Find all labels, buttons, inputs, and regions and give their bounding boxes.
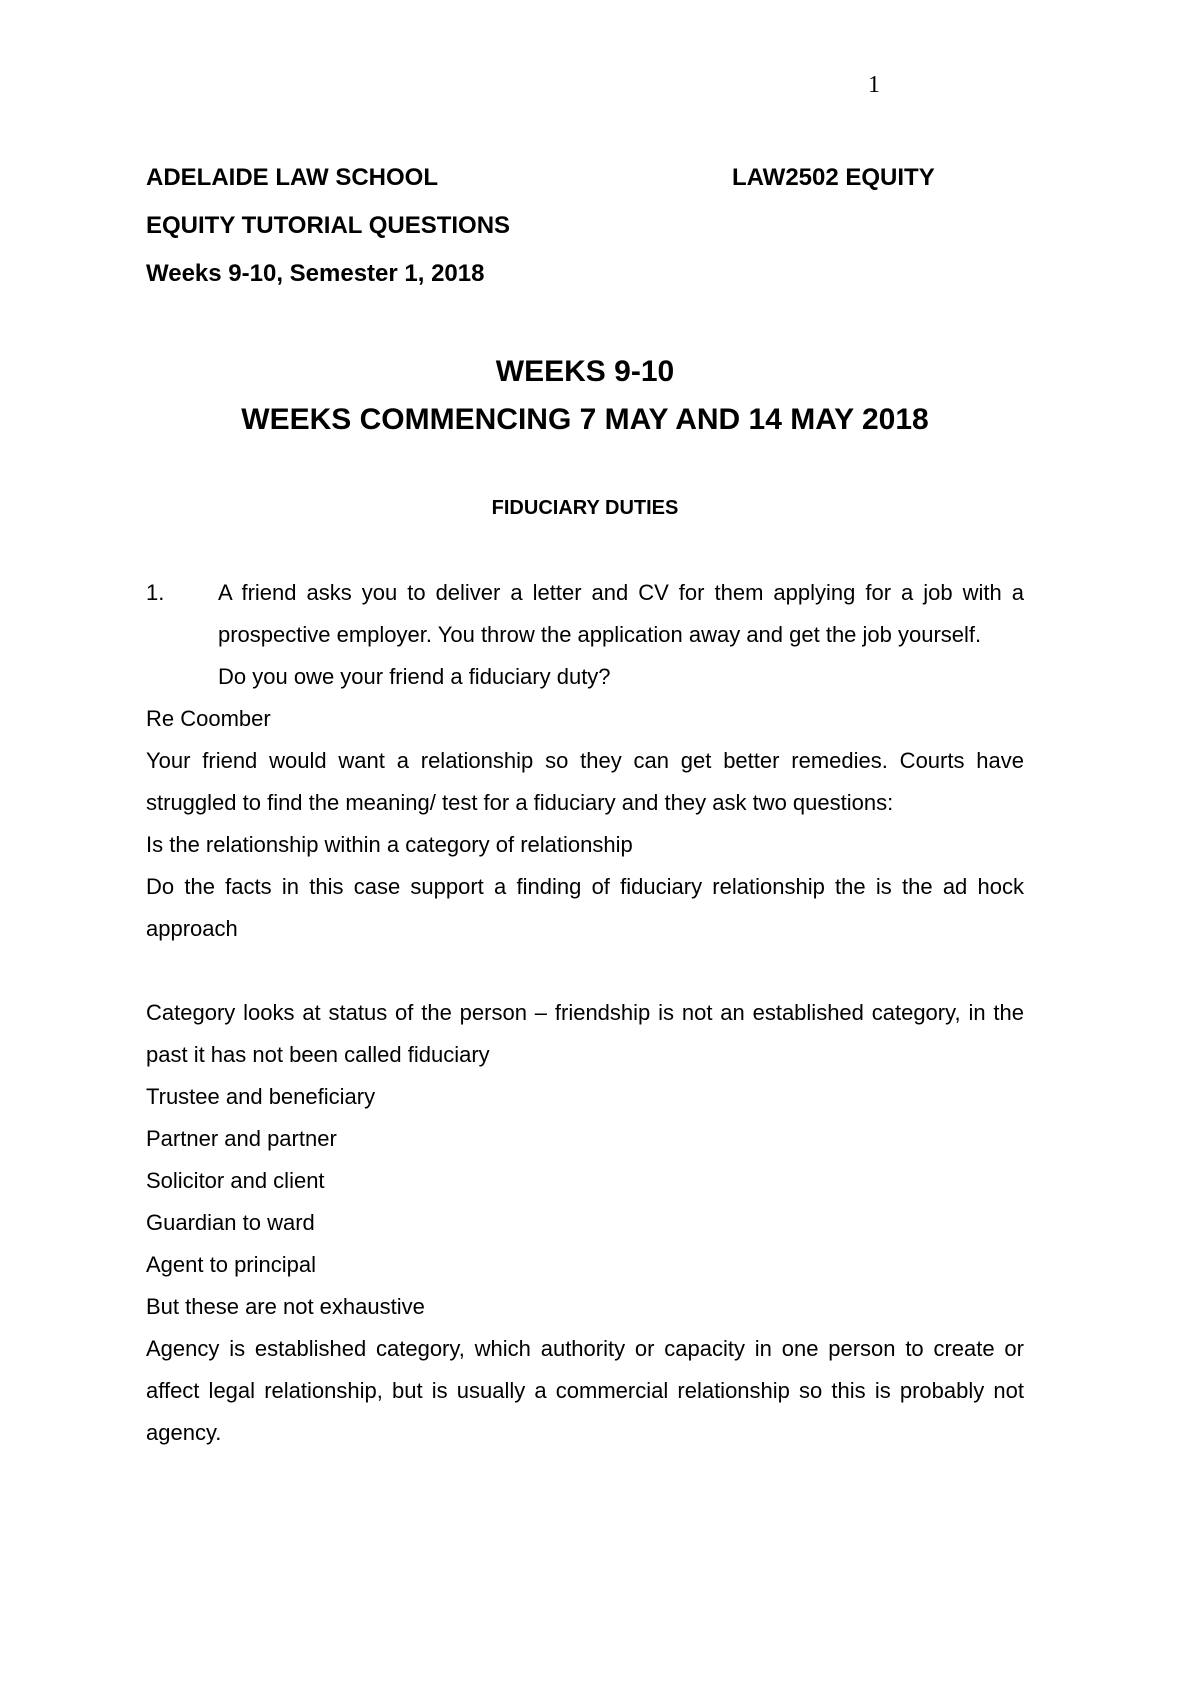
document-body [146, 572, 1024, 1454]
category-item: Guardian to ward [146, 1210, 315, 1235]
school-name: ADELAIDE LAW SCHOOL [146, 164, 438, 191]
category-item: Agent to principal [146, 1252, 316, 1277]
header-subtitle: EQUITY TUTORIAL QUESTIONS [146, 212, 511, 239]
section-heading: FIDUCIARY DUTIES [491, 497, 679, 519]
question-text: A friend asks you to deliver a letter and CV for them applying for a job with a prospective employer. You throw the application away and get the job yourself. [218, 580, 1024, 647]
question-number: 1. [146, 580, 165, 605]
answer-paragraph: Agency is established category, which authority or capacity in one person to create or affect legal relationship, but is usually a commercial relationship so this is probably not agency. [146, 1336, 1024, 1445]
answer-paragraph: Do the facts in this case support a finding of fiduciary relationship the is the ad hock approach [146, 874, 1024, 941]
answer-paragraph: Category looks at status of the person – friendship is not an established category, in the past it has not been called fiduciary [146, 1000, 1024, 1067]
category-item: Partner and partner [146, 1126, 337, 1151]
answer-paragraph: Is the relationship within a category of relationship [146, 832, 633, 857]
answer-paragraph: But these are not exhaustive [146, 1294, 425, 1319]
category-item: Solicitor and client [146, 1168, 325, 1193]
question-1 [146, 572, 1024, 656]
document-title [146, 352, 1024, 448]
answer-case-reference: Re Coomber [146, 706, 271, 731]
title-line-1: WEEKS 9-10 [495, 355, 675, 388]
header-line-1 [146, 160, 976, 208]
course-code: LAW2502 EQUITY [732, 164, 935, 191]
spacer [146, 950, 1024, 992]
document-header [146, 160, 976, 304]
page-number: 1 [868, 72, 880, 98]
header-term: Weeks 9-10, Semester 1, 2018 [146, 260, 485, 287]
answer-paragraph: Your friend would want a relationship so they can get better remedies. Courts have struggled to find the meaning/ test for a fiduciary and they ask two questions: [146, 748, 1024, 815]
question-subquestion: Do you owe your friend a fiduciary duty? [218, 664, 611, 689]
category-item: Trustee and beneficiary [146, 1084, 376, 1109]
title-line-2: WEEKS COMMENCING 7 MAY AND 14 MAY 2018 [241, 403, 929, 436]
